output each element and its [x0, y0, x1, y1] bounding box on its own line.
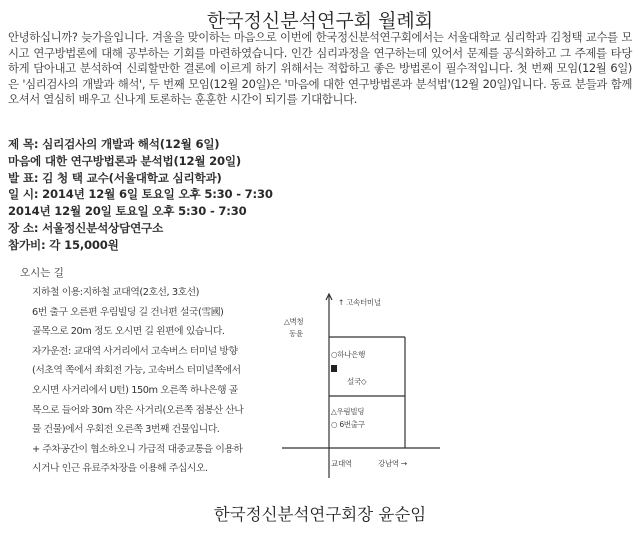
- building-marker-icon: [331, 365, 337, 372]
- directions-line: 시거나 인근 유료주차장을 이용해 주십시오.: [32, 463, 208, 475]
- map-label-church: △벽청: [284, 317, 304, 326]
- page-title: 한국정신분석연구회 월례회: [206, 10, 434, 32]
- place-line: 장 소: 서울정신분석상담연구소: [8, 220, 164, 235]
- map-label-gyodae: 교대역: [331, 459, 352, 468]
- directions-line: + 주차공간이 협소하오니 가급적 대중교통을 이용하: [32, 443, 243, 455]
- map-label-bank: ○하나은행: [331, 350, 366, 359]
- signature: 한국정신분석연구회장 윤순임: [213, 505, 427, 524]
- directions-line: 자가운전: 교대역 사거리에서 고속버스 터미널 방향: [32, 345, 238, 357]
- location-map: [282, 288, 442, 478]
- date-line-2: 2014년 12월 20일 토요일 오후 5:30 - 7:30: [8, 204, 247, 219]
- map-label-gangnam: 강남역 →: [378, 459, 407, 468]
- directions-line: 물 건물)에서 우회전 오른쪽 3번째 건물입니다.: [32, 424, 220, 436]
- fee-line: 참가비: 각 15,000원: [8, 237, 119, 252]
- map-label-seolguk: 설국◇: [347, 377, 367, 386]
- map-label-terminal: ↑ 고속터미널: [338, 298, 381, 307]
- topic-line-2: 마음에 대한 연구방법론과 분석법(12월 20일): [8, 153, 242, 168]
- directions-text: [32, 283, 274, 479]
- event-details: [8, 136, 408, 254]
- map-label-exit6: ○ 6번출구: [331, 420, 365, 429]
- directions-line: 오시면 사거리에서 U턴) 150m 오른쪽 하나은행 골: [32, 384, 238, 396]
- date-line-1: 일 시: 2014년 12월 6일 토요일 오후 5:30 - 7:30: [8, 187, 273, 202]
- intro-paragraph: 안녕하십니까? 늦가을입니다. 겨울을 맞이하는 마음으로 이번에 한국정신분석연구회에서는 서울대학교 심리학과 김청택 교수를 모시고 연구방법론에 대해 공부하는 기회를 마련하였습니다. 인간 심리과정을 연구하는데 있어서 문제를 공식화하고 그 주제를 타당하게 담아내고 분석하여 신뢰할만한 결론에 이르게 하기 위해서는 적합하고 좋은 방법론이 필수적입니다. 첫 번째 모임(12월 6일)은 '심리검사의 개발과 해석', 두 번째 모임(12월 20일)은 '마음에 대한 연구방법론과 분석법'(12월 20일)입니다. 동료 분들과 함께 오셔서 열심히 배우고 신나게 토론하는 훈훈한 시간이 되기를 기대합니다.: [8, 30, 632, 107]
- map-label-woorim: △우림빌딩: [331, 407, 365, 416]
- directions-line: 6번 출구 오른편 우림빌딩 길 건너편 설국(雪國): [32, 306, 224, 318]
- topic-line-1: 제 목: 심리검사의 개발과 해석(12월 6일): [8, 137, 220, 151]
- presenter-line: 발 표: 김 청 택 교수(서울대학교 심리학과): [8, 170, 222, 185]
- directions-line: (서초역 쪽에서 좌회전 가능, 고속버스 터미널쪽에서: [32, 365, 241, 377]
- directions-line: 골목으로 20m 정도 오시면 길 왼편에 있습니다.: [32, 326, 225, 338]
- directions-line: 지하철 이용:지하철 교대역(2호선, 3호선): [32, 287, 200, 298]
- map-label-church-2: 동윤: [289, 329, 303, 338]
- directions-heading: 오시는 길: [20, 267, 64, 279]
- directions-line: 목으로 들어와 30m 작은 사거리(오른쪽 점봉산 산나: [32, 404, 244, 416]
